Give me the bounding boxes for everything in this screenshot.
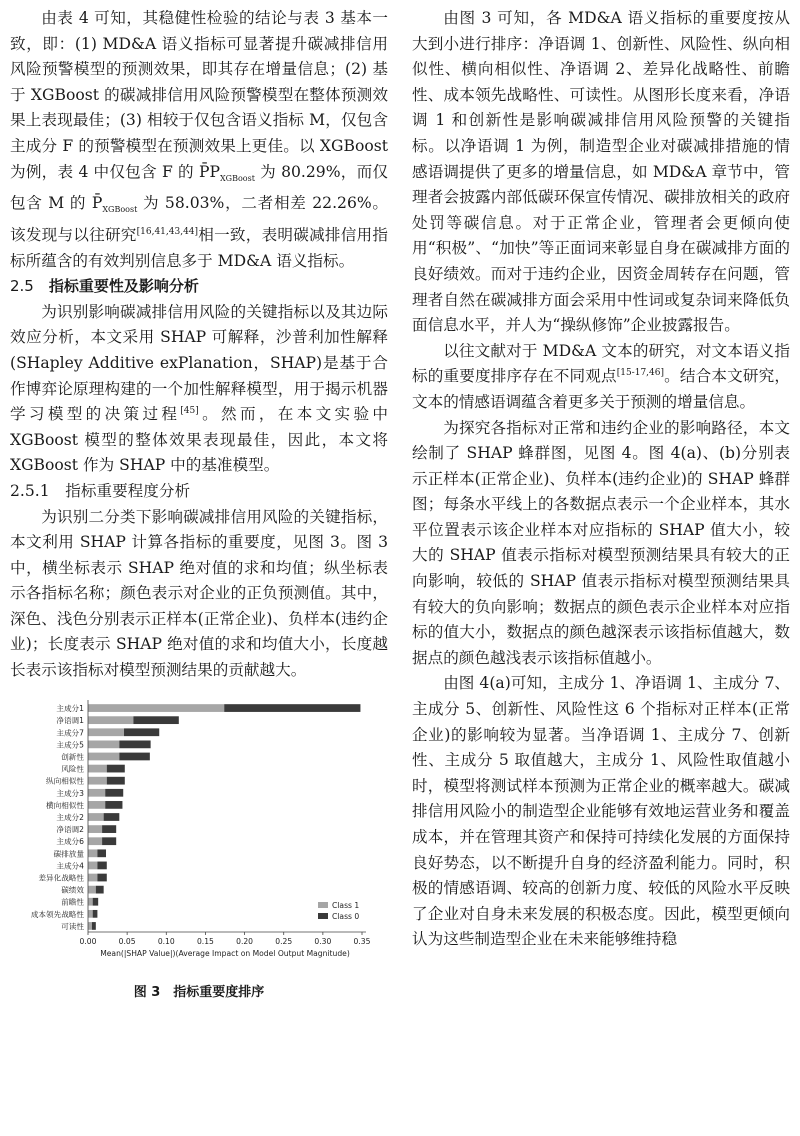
x-tick-label: 0.25 [275,936,293,946]
bar-class1 [88,752,119,760]
y-tick-label: 纵向相似性 [46,776,84,786]
citation: [45] [180,405,199,416]
legend-label: Class 0 [332,911,360,921]
bar-class0 [119,752,150,760]
y-tick-label: 主成分3 [56,788,84,798]
bar-class0 [133,716,178,724]
bar-class1 [88,885,96,893]
bar-class1 [88,801,105,809]
paragraph-ranking: 由图 3 可知，各 MD&A 语义指标的重要度按从大到小进行排序：净语调 1、创新性、风险性、纵向相似性、横向相似性、净语调 2、差异化战略性、前瞻性、成本领先战略性、可读性。从图形长度来看，净语调 1 和创新性是影响碳减排信用风险预警的关键指标。以净语调 1 为例，制造型企业对碳减排措施的情感语调提供了更多的增量信息，如 MD&A 章节中，管理者会披露内部低碳环保宣传情况、碳排放相关的政府处罚等碳信息。对于正常企业，管理者会更倾向使用“积极”、“加快”等正面词来彰显自身在碳减排方面的良好绩效。而对于违约企业，因资金周转存在问题，管理者自然在碳减排方面会采用中性词或复杂词来降低负面信息水平，并人为“操纵修饰”企业披露报告。 [412,9,790,335]
paragraph-literature: 以往文献对于 MD&A 文本的研究，对文本语义指标的重要度排序存在不同观点[15-17,46]。结合本文研究，文本的情感语调蕴含着更多关于预测的增量信息。 [412,341,790,411]
bar-class0 [224,704,360,712]
paragraph-shap-intro: 为识别影响碳减排信用风险的关键指标以及其边际效应分析，本文采用 SHAP 可解释，沙普利加性解释(SHapley Additive exPlanation，SHAP)是基于合作博弈论原理构建的一个加性解释模型，用于揭示机器学习模型的决策过程[45]。然而，在本文实验中 XGBoost 模型的整体效果表现最佳，因此，本文将 XGBoost 作为 SHAP 中的基准模型。 [10,302,388,475]
y-tick-label: 主成分6 [56,836,84,846]
x-tick-label: 0.10 [157,936,175,946]
importance-bar-chart [10,696,388,978]
bar-class0 [107,776,125,784]
y-tick-label: 差异化战略性 [38,873,84,883]
bar-class0 [102,825,116,833]
x-tick-label: 0.30 [314,936,332,946]
paragraph-robustness: 由表 4 可知，其稳健性检验的结论与表 3 基本一致，即：(1) MD&A 语义指标可显著提升碳减排信用风险预警模型的预测效果，即其存在增量信息；(2) 基于 XGBoost 的碳减排信用风险预警模型在整体预测效果上表现最佳；(3) 相较于仅包含语义指标 M，仅包含主成分 F 的预警模型在预测效果上更佳。以 XGBoost 为例，表 4 中仅包含 F 的 $P̄P_{XGBoost}$ 为 80.29%，而仅包含 M 的 $P̄_{XGBoost}$ 为 58.03%，二者相差 22.26%。该发现与以往研究[16,41,43,44]相一致，表明碳减排信用指标所蕴含的有效判别信息多于 MD&A 语义指标。 [10,9,388,270]
x-tick-label: 0.35 [353,936,371,946]
y-tick-label: 碳绩效 [61,885,84,895]
bar-class1 [88,728,124,736]
y-tick-label: 创新性 [61,752,84,762]
bar-class0 [93,910,98,918]
bar-class1 [88,910,93,918]
x-tick-label: 0.00 [79,936,97,946]
x-tick-label: 0.05 [118,936,136,946]
legend-swatch [318,902,328,908]
bar-class1 [88,740,119,748]
y-tick-label: 主成分5 [56,740,84,750]
bar-class0 [124,728,159,736]
legend-swatch [318,913,328,919]
right-column [412,6,790,953]
bar-class0 [107,764,125,772]
y-tick-label: 风险性 [61,764,84,774]
bar-class0 [105,801,122,809]
bar-class0 [97,873,106,881]
y-tick-label: 前瞻性 [61,897,84,907]
section-heading: 2.5 指标重要性及影响分析 [10,277,199,296]
subsection-heading: 2.5.1 指标重要程度分析 [10,481,191,500]
y-tick-label: 碳排放量 [53,848,84,858]
left-column [10,6,388,1005]
bar-class1 [88,837,102,845]
y-tick-label: 成本领先战略性 [30,909,84,919]
figure-caption: 图 3 指标重要度排序 [133,984,265,1000]
bar-class1 [88,922,92,930]
legend-label: Class 1 [332,900,360,910]
bar-class0 [93,898,98,906]
bar-class0 [105,789,123,797]
bar-class1 [88,776,107,784]
paragraph-figure4a: 由图 4(a)可知，主成分 1、净语调 1、主成分 7、主成分 5、创新性、风险性这 6 个指标对正样本(正常企业)的影响较为显著。当净语调 1、主成分 7、创新性、主成分 5 取值越大，主成分 1、风险性取值越小时，模型将测试样本预测为正常企业的概率越大。碳减排信用风险小的制造型企业能够有效地运营业务和覆盖成本，并在管理其资产和保持可持续化发展的方面保持良好势态，以不断提升自身的经济盈利能力。同时，积极的情感语调、较高的创新力度、较低的风险水平反映了企业对自身未来发展的积极态度。因此，模型更倾向认为这些制造型企业在未来能够维持稳 [412,674,790,949]
bar-class0 [102,837,116,845]
y-tick-label: 主成分4 [56,861,84,871]
y-tick-label: 主成分7 [56,727,84,737]
y-tick-label: 主成分1 [56,703,84,713]
bar-class1 [88,861,97,869]
x-axis-label: Mean(|SHAP Value|)(Average Impact on Model Output Magnitude) [100,948,350,958]
citation: [16,41,43,44] [136,226,199,237]
x-tick-label: 0.15 [196,936,214,946]
y-tick-label: 横向相似性 [46,800,84,810]
bar-class1 [88,849,97,857]
bar-class0 [92,922,96,930]
y-tick-label: 主成分2 [56,812,84,822]
bar-class1 [88,813,104,821]
y-tick-label: 可读性 [61,921,84,931]
bar-class0 [97,849,106,857]
paragraph-beeswarm: 为探究各指标对正常和违约企业的影响路径，本文绘制了 SHAP 蜂群图，见图 4。图 4(a)、(b)分别表示正样本(正常企业)、负样本(违约企业)的 SHAP 蜂群图；每条水平线上的各数据点表示一个企业样本，其水平位置表示该企业样本对应指标的 SHAP 值大小，较大的 SHAP 值表示指标对模型预测结果具有较大的正向影响，较低的 SHAP 值表示指标对模型预测结果具有较大的负向影响；数据点的颜色表示企业样本对应指标的值大小，数据点的颜色越深表示该指标值越大，数据点的颜色越浅表示该指标值越小。 [412,418,790,667]
bar-class1 [88,704,224,712]
bar-class1 [88,898,93,906]
citation: [15-17,46] [616,368,664,379]
x-tick-label: 0.20 [236,936,254,946]
y-tick-label: 净语调1 [56,715,84,725]
paragraph-importance: 为识别二分类下影响碳减排信用风险的关键指标，本文利用 SHAP 计算各指标的重要度，见图 3。图 3 中，横坐标表示 SHAP 绝对值的求和均值；纵坐标表示各指标名称；颜色表示对企业的正负预测值。其中，深色、浅色分别表示正样本(正常企业)、负样本(违约企业)；长度表示 SHAP 绝对值的求和均值大小，长度越长表示该指标对模型预测结果的贡献越大。 [10,507,388,680]
bar-class1 [88,825,102,833]
bar-class1 [88,873,97,881]
y-tick-label: 净语调2 [56,824,84,834]
figure-3 [10,696,388,1006]
bar-class1 [88,764,107,772]
bar-class0 [96,885,104,893]
bar-class0 [97,861,106,869]
bar-class1 [88,789,105,797]
bar-class1 [88,716,133,724]
bar-class0 [104,813,120,821]
bar-class0 [119,740,150,748]
